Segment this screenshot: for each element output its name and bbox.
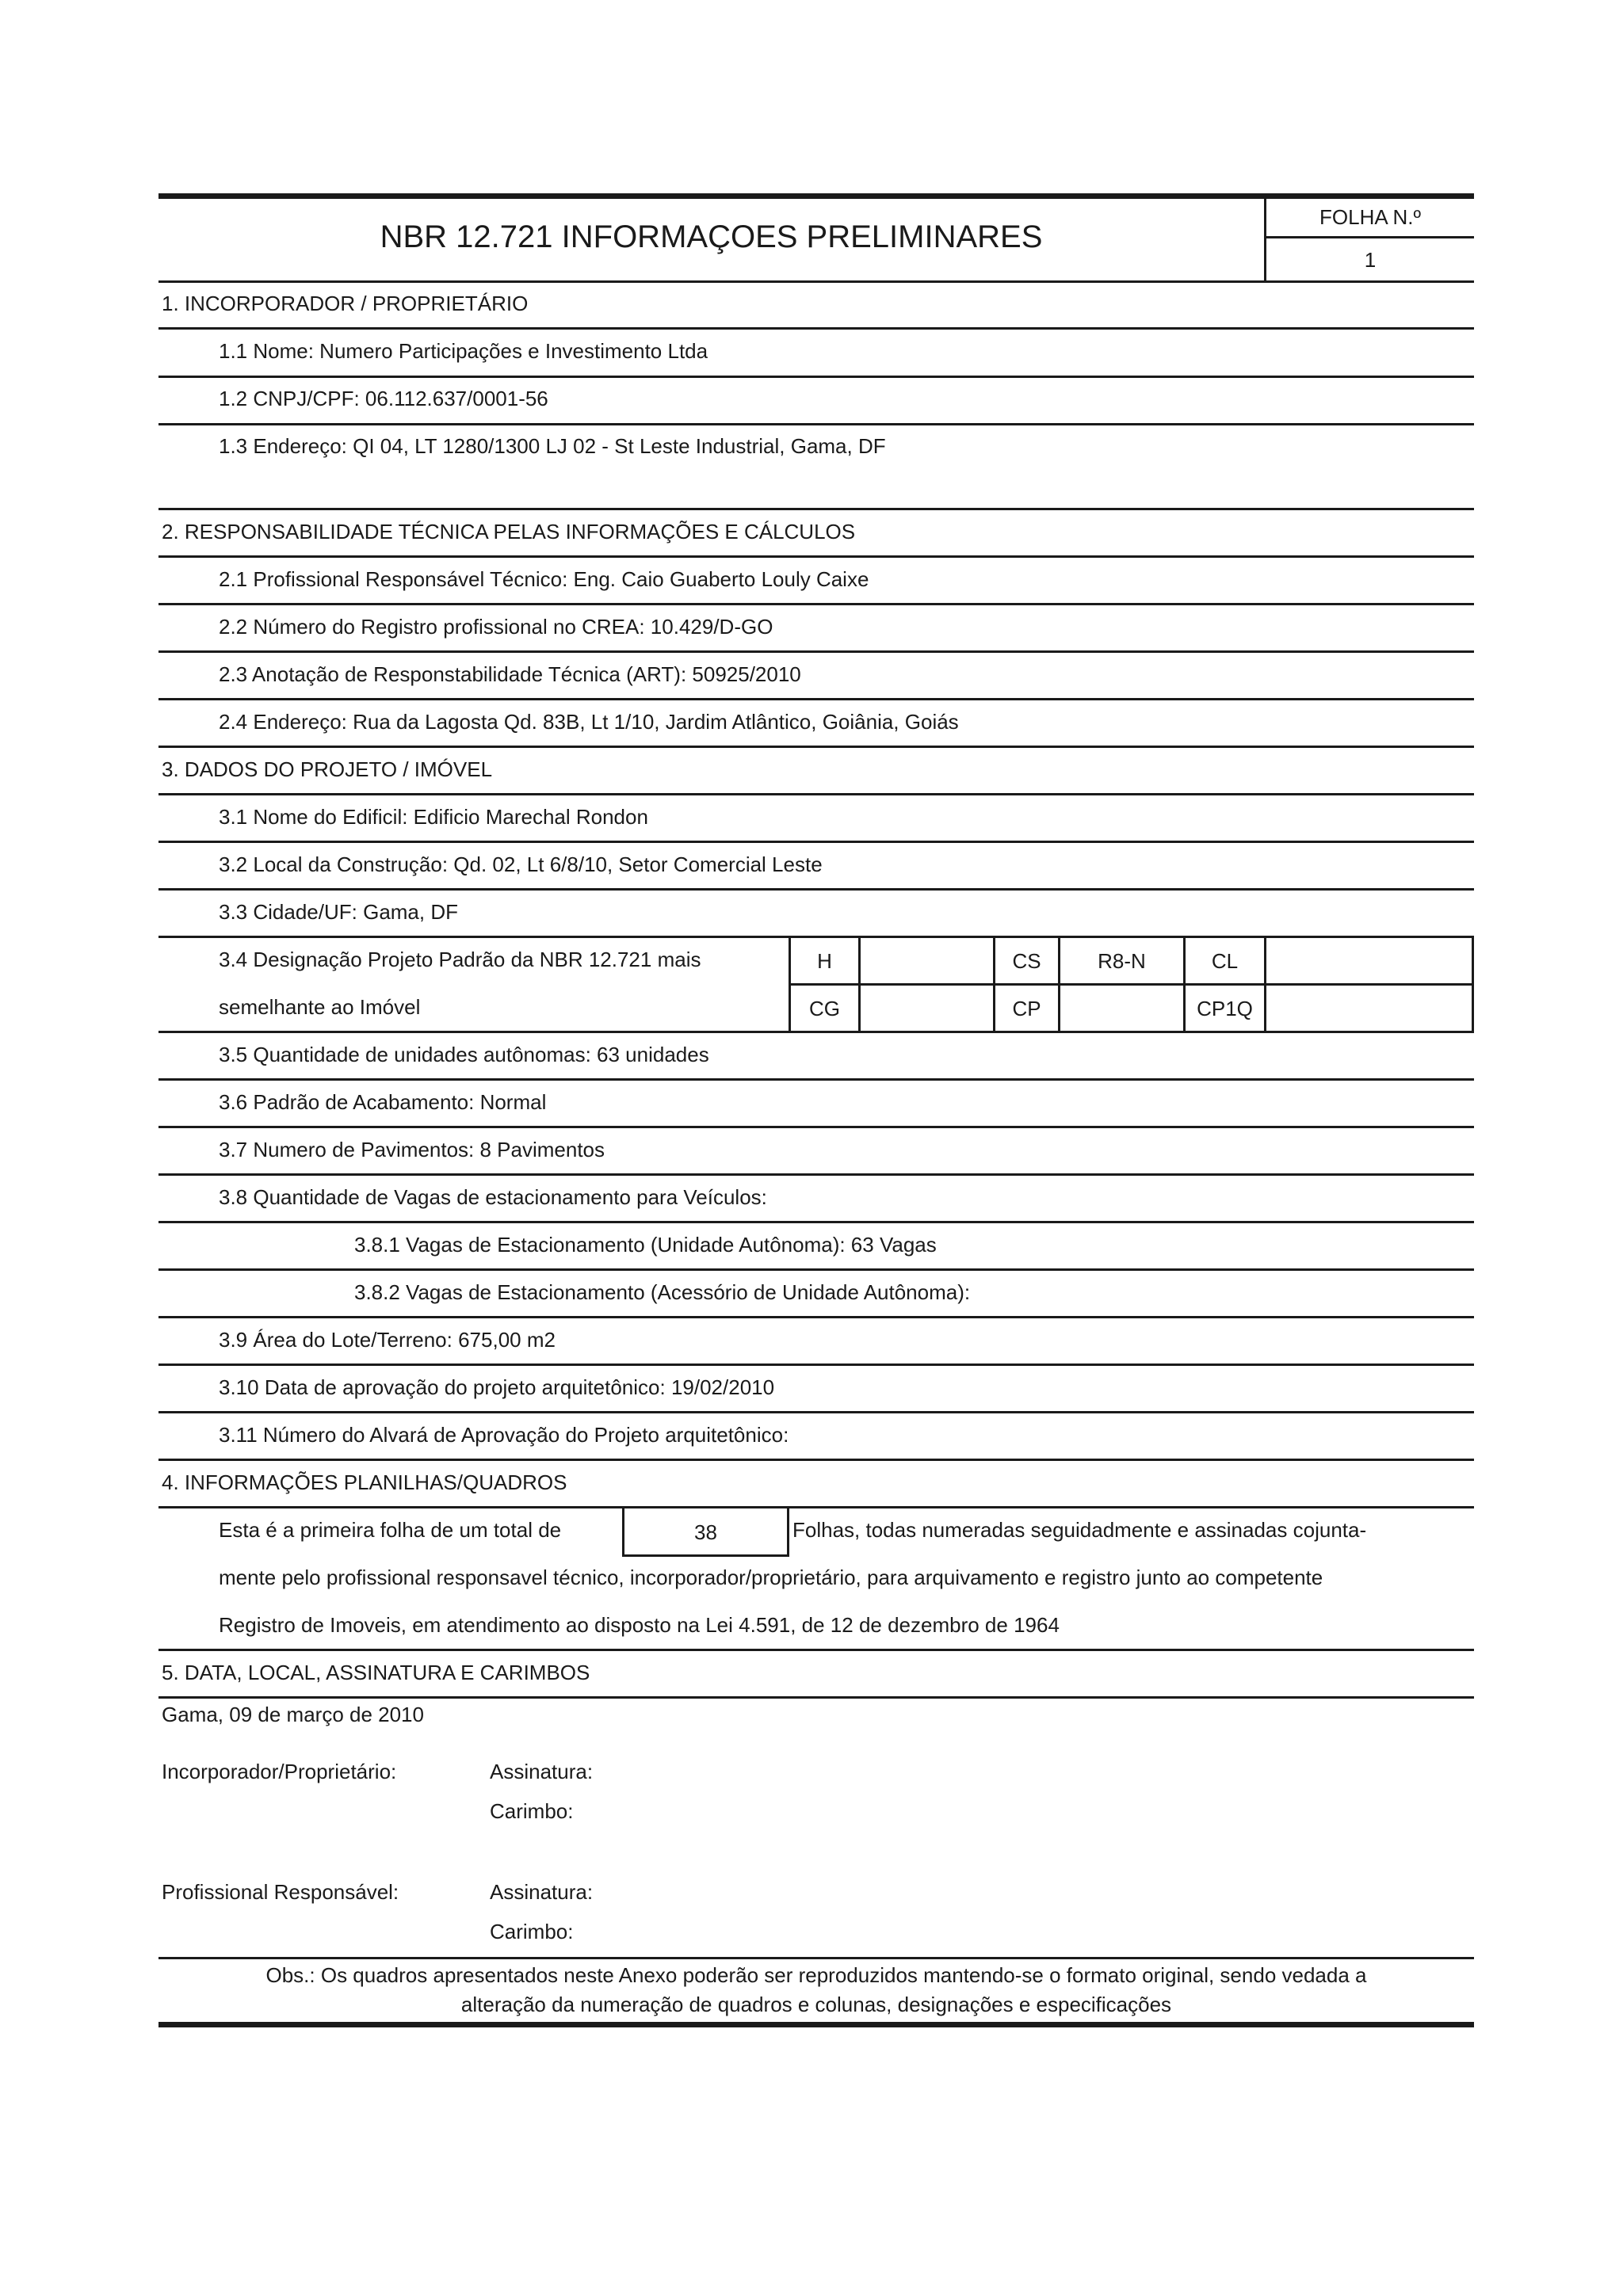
grid-cell: CS	[1012, 949, 1041, 973]
responsavel-tecnico: 2.1 Profissional Responsável Técnico: Eng. Caio Guaberto Louly Caixe	[219, 567, 869, 591]
edificio-nome: 3.1 Nome do Edificil: Edificio Marechal Rondon	[219, 805, 648, 829]
incorporador-assinatura-label: Assinatura:	[490, 1760, 594, 1783]
rule	[158, 650, 1474, 653]
rule	[158, 1506, 1474, 1508]
rule	[158, 841, 1474, 843]
rule	[158, 1363, 1474, 1366]
vagas-unidade-autonoma: 3.8.1 Vagas de Estacionamento (Unidade Autônoma): 63 Vagas	[354, 1233, 937, 1257]
folha-value: 1	[1364, 248, 1377, 272]
total-folhas: 38	[694, 1520, 717, 1544]
folha-label: FOLHA N.º	[1319, 205, 1421, 229]
profissional-carimbo-label: Carimbo:	[490, 1920, 574, 1943]
folha-divider	[1266, 236, 1474, 238]
rule	[158, 1221, 1474, 1223]
rule	[158, 603, 1474, 605]
grid-cell: CG	[809, 997, 840, 1020]
rule	[158, 423, 1474, 425]
numero-alvara: 3.11 Número do Alvará de Aprovação do Projeto arquitetônico:	[219, 1423, 789, 1447]
local-construcao: 3.2 Local da Construção: Qd. 02, Lt 6/8/10, Setor Comercial Leste	[219, 852, 823, 876]
profissional-assinatura-label: Assinatura:	[490, 1880, 594, 1904]
unidades-autonomas: 3.5 Quantidade de unidades autônomas: 63 unidades	[219, 1043, 709, 1066]
vagas-acessorio: 3.8.2 Vagas de Estacionamento (Acessório de Unidade Autônoma):	[354, 1280, 971, 1304]
section-1-heading: 1. INCORPORADOR / PROPRIETÁRIO	[162, 292, 529, 315]
rule	[158, 508, 1474, 510]
rule	[158, 1459, 1474, 1461]
grid-cell: H	[817, 949, 832, 973]
rule	[158, 936, 1474, 938]
folhas-text-end: Folhas, todas numeradas seguidadmente e assinadas cojunta-	[792, 1518, 1367, 1542]
data-aprovacao: 3.10 Data de aprovação do projeto arquitetônico: 19/02/2010	[219, 1375, 775, 1399]
section-4-heading: 4. INFORMAÇÕES PLANILHAS/QUADROS	[162, 1470, 567, 1494]
grid-col	[1472, 936, 1474, 1031]
grid-col	[1264, 936, 1266, 1031]
grid-cell: CP1Q	[1197, 997, 1253, 1020]
top-border	[158, 193, 1474, 199]
vagas-estacionamento: 3.8 Quantidade de Vagas de estacionamento para Veículos:	[219, 1185, 767, 1209]
cidade-uf: 3.3 Cidade/UF: Gama, DF	[219, 900, 458, 924]
folhas-text-start: Esta é a primeira folha de um total de	[219, 1518, 562, 1542]
responsavel-endereco: 2.4 Endereço: Rua da Lagosta Qd. 83B, Lt 1/10, Jardim Atlântico, Goiânia, Goiás	[219, 710, 959, 734]
rule	[158, 1957, 1474, 1959]
rule	[158, 1031, 1474, 1033]
art-number: 2.3 Anotação de Responstabilidade Técnica (ART): 50925/2010	[219, 662, 801, 686]
grid-middle-rule	[789, 983, 1474, 986]
rule	[158, 376, 1474, 378]
registro-crea: 2.2 Número do Registro profissional no CREA: 10.429/D-GO	[219, 615, 773, 639]
folhas-text-line3: Registro de Imoveis, em atendimento ao disposto na Lei 4.591, de 12 de dezembro de 1964	[219, 1613, 1060, 1637]
incorporador-carimbo-label: Carimbo:	[490, 1799, 574, 1823]
rule	[158, 1411, 1474, 1413]
page-title: NBR 12.721 INFORMAÇOES PRELIMINARES	[380, 219, 1043, 254]
incorporador-endereco: 1.3 Endereço: QI 04, LT 1280/1300 LJ 02 - St Leste Industrial, Gama, DF	[219, 434, 886, 458]
bottom-border	[158, 2022, 1474, 2027]
designacao-label-1: 3.4 Designação Projeto Padrão da NBR 12.721 mais	[219, 948, 701, 971]
rule	[158, 1078, 1474, 1081]
section-2-heading: 2. RESPONSABILIDADE TÉCNICA PELAS INFORMAÇÕES E CÁLCULOS	[162, 520, 856, 543]
incorporador-nome: 1.1 Nome: Numero Participações e Investimento Ltda	[219, 339, 708, 363]
rule	[158, 1696, 1474, 1699]
grid-cell: R8-N	[1098, 949, 1146, 973]
folhas-text-line2: mente pelo profissional responsavel técnico, incorporador/proprietário, para arquivamento e registro junto ao competente	[219, 1566, 1323, 1589]
obs-line-1: Obs.: Os quadros apresentados neste Anexo poderão ser reproduzidos mantendo-se o formato original, sendo vedada a	[265, 1963, 1367, 1987]
data-local: Gama, 09 de março de 2010	[162, 1703, 424, 1726]
designacao-label-2: semelhante ao Imóvel	[219, 995, 421, 1019]
grid-cell: CL	[1211, 949, 1239, 973]
profissional-label: Profissional Responsável:	[162, 1880, 399, 1904]
padrao-acabamento: 3.6 Padrão de Acabamento: Normal	[219, 1090, 547, 1114]
rule	[158, 280, 1474, 283]
incorporador-cnpj: 1.2 CNPJ/CPF: 06.112.637/0001-56	[219, 387, 548, 410]
rule	[158, 1173, 1474, 1176]
area-lote: 3.9 Área do Lote/Terreno: 675,00 m2	[219, 1328, 556, 1352]
rule	[158, 1268, 1474, 1271]
rule	[158, 793, 1474, 795]
rule	[158, 327, 1474, 330]
incorporador-label: Incorporador/Proprietário:	[162, 1760, 397, 1783]
rule	[158, 1126, 1474, 1128]
rule	[158, 698, 1474, 700]
numero-pavimentos: 3.7 Numero de Pavimentos: 8 Pavimentos	[219, 1138, 605, 1161]
section-5-heading: 5. DATA, LOCAL, ASSINATURA E CARIMBOS	[162, 1661, 590, 1684]
section-3-heading: 3. DADOS DO PROJETO / IMÓVEL	[162, 757, 493, 781]
grid-col	[858, 936, 861, 1031]
rule	[158, 1316, 1474, 1318]
rule	[158, 746, 1474, 748]
grid-cell: CP	[1012, 997, 1041, 1020]
rule	[158, 888, 1474, 891]
rule	[158, 1649, 1474, 1651]
obs-line-2: alteração da numeração de quadros e colunas, designações e especificações	[460, 1993, 1172, 2016]
rule	[158, 555, 1474, 558]
